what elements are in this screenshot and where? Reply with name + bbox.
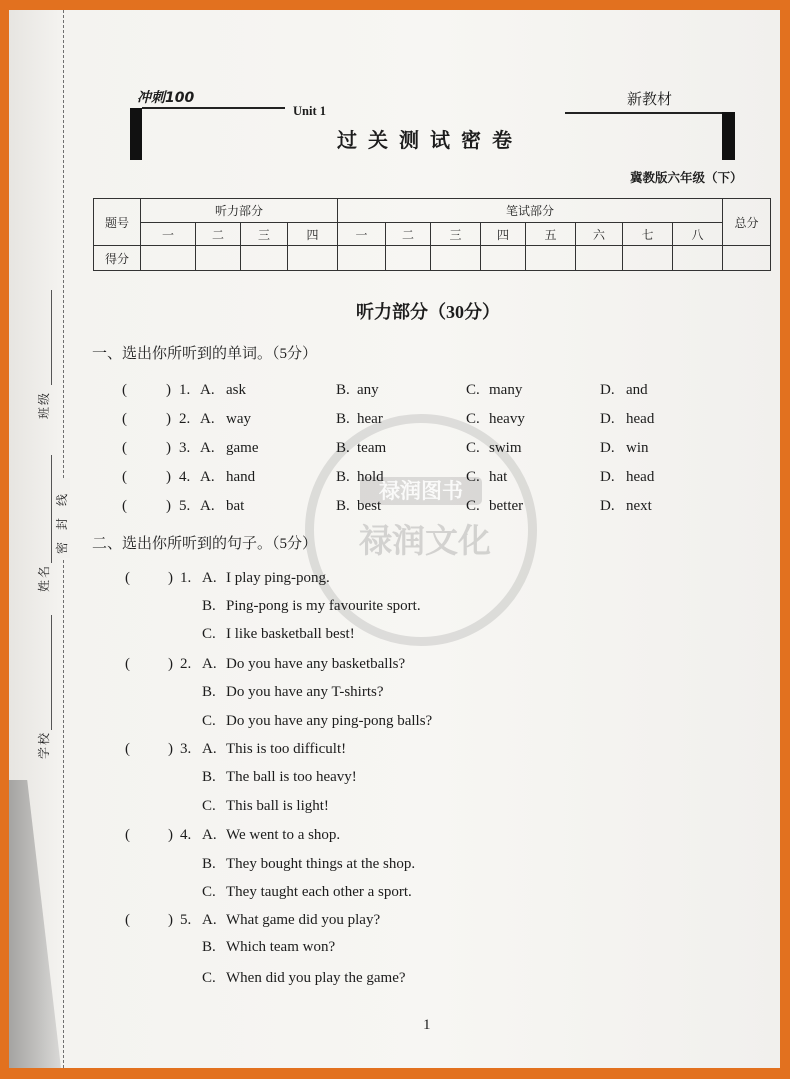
listening-item-4: 四	[288, 223, 338, 246]
option-letter: C.	[466, 498, 480, 514]
answer-blank-close: )	[168, 741, 173, 757]
option-letter: A.	[200, 440, 215, 456]
listening-group-label: 听力部分	[141, 199, 338, 223]
option-sentence: When did you play the game?	[226, 970, 406, 986]
option-letter: C.	[466, 411, 480, 427]
option-word: head	[626, 411, 655, 427]
answer-blank-open: (	[122, 498, 127, 514]
name-label: 姓名	[37, 564, 51, 593]
option-word: and	[626, 382, 648, 398]
option-letter: B.	[202, 939, 216, 955]
option-sentence: Do you have any T-shirts?	[226, 684, 384, 700]
option-letter: B.	[202, 598, 216, 614]
answer-blank-close: )	[168, 656, 173, 672]
option-word: better	[489, 498, 524, 514]
option-sentence: This is too difficult!	[226, 741, 347, 757]
option-letter: C.	[466, 469, 480, 485]
option-letter: D.	[600, 469, 615, 485]
answer-blank-open: (	[125, 656, 130, 672]
question-number: 1.	[180, 570, 192, 586]
school-fill-line	[51, 615, 52, 730]
option-letter: B.	[202, 856, 216, 872]
option-letter: A.	[200, 498, 215, 514]
edition-label: 新教材	[627, 92, 673, 108]
writing-group-label: 笔试部分	[338, 199, 723, 223]
answer-blank-open: (	[122, 469, 127, 485]
answer-blank-open: (	[125, 827, 130, 843]
question-number: 3.	[179, 440, 191, 456]
option-letter: A.	[202, 827, 217, 843]
option-word: win	[626, 440, 649, 456]
option-word: bat	[226, 498, 245, 514]
option-letter: C.	[466, 382, 480, 398]
part2-title: 二、选出你所听到的句子。（5分）	[92, 536, 318, 552]
score-cell	[386, 246, 431, 271]
question-number: 2.	[180, 656, 192, 672]
score-cell	[141, 246, 196, 271]
option-letter: B.	[336, 411, 350, 427]
answer-blank-open: (	[125, 741, 130, 757]
option-letter: A.	[202, 741, 217, 757]
answer-blank-close: )	[166, 411, 171, 427]
score-cell	[673, 246, 723, 271]
option-letter: A.	[202, 912, 217, 928]
series-brand: 冲刺100	[137, 90, 195, 106]
option-letter: D.	[600, 498, 615, 514]
option-word: head	[626, 469, 655, 485]
listening-item-2: 二	[196, 223, 241, 246]
answer-blank-close: )	[168, 912, 173, 928]
option-letter: C.	[202, 798, 216, 814]
answer-blank-open: (	[125, 570, 130, 586]
grade-label: 冀教版六年级（下）	[630, 171, 743, 185]
option-word: heavy	[489, 411, 525, 427]
header-rule-right	[565, 112, 723, 114]
option-sentence: This ball is light!	[226, 798, 329, 814]
writing-item-6: 六	[576, 223, 623, 246]
option-letter: B.	[336, 498, 350, 514]
option-sentence: The ball is too heavy!	[226, 769, 357, 785]
score-cell	[431, 246, 481, 271]
score-table	[93, 198, 771, 271]
part1-title: 一、选出你所听到的单词。（5分）	[92, 346, 318, 362]
watermark-line-2: 禄润文化	[359, 521, 491, 560]
answer-blank-close: )	[166, 440, 171, 456]
seal-line-label: 密封线	[54, 478, 70, 558]
score-table-row-label: 题号	[94, 199, 141, 246]
score-cell	[196, 246, 241, 271]
option-letter: B.	[202, 769, 216, 785]
option-sentence: Which team won?	[226, 939, 336, 955]
class-fill-line	[51, 290, 52, 385]
option-word: best	[357, 498, 382, 514]
answer-blank-open: (	[125, 912, 130, 928]
option-sentence: They taught each other a sport.	[226, 884, 412, 900]
unit-label: Unit 1	[293, 104, 326, 118]
question-number: 2.	[179, 411, 191, 427]
writing-item-1: 一	[338, 223, 386, 246]
question-number: 5.	[179, 498, 191, 514]
writing-item-5: 五	[526, 223, 576, 246]
total-label: 总分	[723, 199, 771, 246]
total-score-cell	[723, 246, 771, 271]
writing-item-2: 二	[386, 223, 431, 246]
listening-item-3: 三	[241, 223, 288, 246]
score-row-label: 得分	[94, 246, 141, 271]
option-letter: A.	[202, 656, 217, 672]
header-rule-left	[142, 107, 285, 109]
score-cell	[623, 246, 673, 271]
option-word: game	[226, 440, 259, 456]
listening-item-1: 一	[141, 223, 196, 246]
option-word: way	[226, 411, 251, 427]
option-letter: B.	[336, 440, 350, 456]
option-word: next	[626, 498, 652, 514]
option-letter: A.	[200, 411, 215, 427]
option-letter: A.	[202, 570, 217, 586]
section-title: 听力部分（30分）	[356, 302, 500, 322]
option-word: team	[357, 440, 387, 456]
writing-item-3: 三	[431, 223, 481, 246]
option-letter: A.	[200, 469, 215, 485]
option-sentence: I like basketball best!	[226, 626, 355, 642]
answer-blank-open: (	[122, 382, 127, 398]
writing-item-7: 七	[623, 223, 673, 246]
score-cell	[576, 246, 623, 271]
score-cell	[288, 246, 338, 271]
option-word: hand	[226, 469, 256, 485]
option-sentence: Do you have any basketballs?	[226, 656, 406, 672]
option-word: ask	[226, 382, 246, 398]
option-letter: A.	[200, 382, 215, 398]
name-fill-line	[51, 455, 52, 563]
option-word: any	[357, 382, 379, 398]
score-cell	[338, 246, 386, 271]
answer-blank-close: )	[166, 498, 171, 514]
answer-blank-close: )	[166, 469, 171, 485]
header-bracket-right	[722, 112, 735, 160]
option-letter: B.	[336, 382, 350, 398]
option-letter: C.	[466, 440, 480, 456]
option-word: hat	[489, 469, 508, 485]
score-cell	[481, 246, 526, 271]
option-sentence: Ping-pong is my favourite sport.	[226, 598, 421, 614]
answer-blank-close: )	[166, 382, 171, 398]
option-sentence: I play ping-pong.	[226, 570, 330, 586]
option-word: hold	[357, 469, 384, 485]
option-letter: C.	[202, 713, 216, 729]
score-cell	[526, 246, 576, 271]
score-cell	[241, 246, 288, 271]
page-number: 1	[423, 1017, 431, 1033]
question-number: 4.	[180, 827, 192, 843]
question-number: 1.	[179, 382, 191, 398]
option-letter: D.	[600, 440, 615, 456]
option-letter: C.	[202, 884, 216, 900]
option-letter: D.	[600, 382, 615, 398]
option-letter: B.	[336, 469, 350, 485]
class-label: 班级	[37, 391, 51, 420]
question-number: 4.	[179, 469, 191, 485]
watermark-line-1: 禄润图书	[360, 477, 482, 505]
option-sentence: They bought things at the shop.	[226, 856, 416, 872]
option-letter: C.	[202, 626, 216, 642]
option-word: many	[489, 382, 523, 398]
answer-blank-open: (	[122, 411, 127, 427]
option-letter: B.	[202, 684, 216, 700]
question-number: 3.	[180, 741, 192, 757]
writing-item-8: 八	[673, 223, 723, 246]
answer-blank-open: (	[122, 440, 127, 456]
writing-item-4: 四	[481, 223, 526, 246]
option-word: swim	[489, 440, 522, 456]
answer-blank-close: )	[168, 827, 173, 843]
option-letter: C.	[202, 970, 216, 986]
option-sentence: What game did you play?	[226, 912, 381, 928]
question-number: 5.	[180, 912, 192, 928]
exam-title: 过关测试密卷	[337, 130, 523, 152]
option-sentence: Do you have any ping-pong balls?	[226, 713, 433, 729]
header-bracket-left	[130, 108, 142, 160]
option-word: hear	[357, 411, 383, 427]
answer-blank-close: )	[168, 570, 173, 586]
option-letter: D.	[600, 411, 615, 427]
option-sentence: We went to a shop.	[226, 827, 341, 843]
school-label: 学校	[37, 731, 51, 760]
